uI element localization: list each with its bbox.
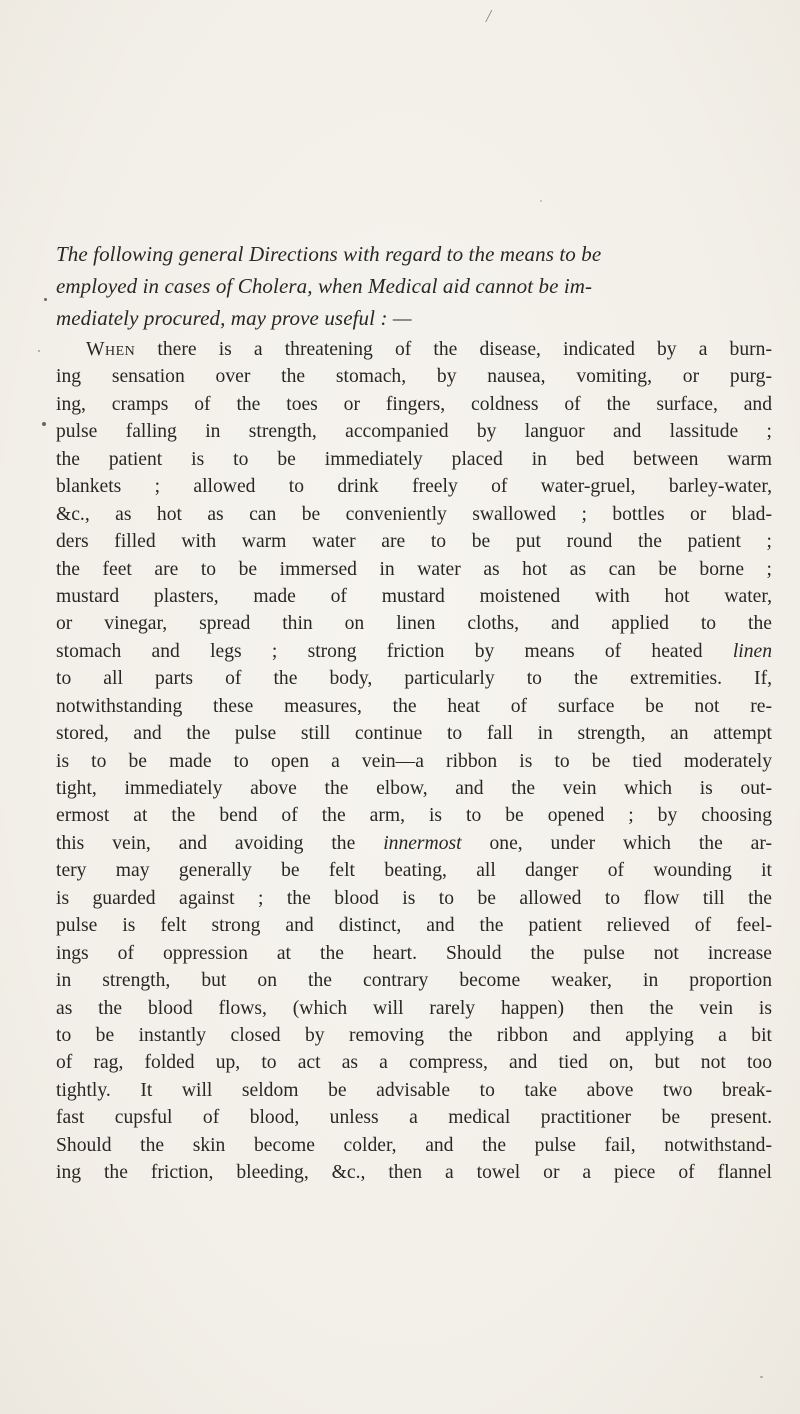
text-line: is guarded against ; the blood is to be allowed to flow till the bbox=[56, 887, 772, 909]
text-line: or vinegar, spread thin on linen cloths, and applied to the bbox=[56, 613, 772, 635]
paper-speck bbox=[540, 200, 542, 202]
text-line: &c., as hot as can be conveniently swallowed ; bottles or blad- bbox=[56, 503, 772, 525]
text-line: the patient is to be immediately placed in bed between warm bbox=[56, 448, 772, 470]
text-line: notwithstanding these measures, the heat of surface be not re- bbox=[56, 695, 772, 717]
text-line: stored, and the pulse still continue to fall in strength, an attempt bbox=[56, 723, 772, 745]
text-line: in strength, but on the contrary become weaker, in proportion bbox=[56, 970, 772, 992]
heading-line: employed in cases of Cholera, when Medical aid cannot be im- bbox=[56, 274, 593, 298]
text-line: ing the friction, bleeding, &c., then a towel or a piece of flannel bbox=[56, 1162, 772, 1184]
text-line: tery may generally be felt beating, all danger of wounding it bbox=[56, 860, 772, 882]
text-line: ing sensation over the stomach, by nausea, vomiting, or purg- bbox=[56, 366, 772, 388]
text-line: ing, cramps of the toes or fingers, coldness of the surface, and bbox=[56, 393, 772, 415]
text-line: When there is a threatening of the disease, indicated by a burn- bbox=[86, 339, 772, 360]
paper-speck bbox=[760, 1376, 763, 1378]
text-line: pulse is felt strong and distinct, and the patient relieved of feel- bbox=[56, 915, 772, 937]
text-line: ings of oppression at the heart. Should the pulse not increase bbox=[56, 942, 772, 964]
text-line: as the blood flows, (which will rarely happen) then the vein is bbox=[56, 997, 772, 1019]
text-line: pulse falling in strength, accompanied by languor and lassitude ; bbox=[56, 421, 772, 443]
text-line: Should the skin become colder, and the pulse fail, notwithstand- bbox=[56, 1134, 772, 1156]
text-line: is to be made to open a vein—a ribbon is to be tied moderately bbox=[56, 750, 772, 772]
text-line: blankets ; allowed to drink freely of water-gruel, barley-water, bbox=[56, 476, 772, 498]
italic-word: linen bbox=[732, 640, 772, 662]
text-line: of rag, folded up, to act as a compress, and tied on, but not too bbox=[56, 1052, 772, 1074]
text-line: mustard plasters, made of mustard moistened with hot water, bbox=[56, 585, 772, 607]
text-line: the feet are to be immersed in water as hot as can be borne ; bbox=[56, 558, 772, 580]
text-line: to all parts of the body, particularly to the extremities. If, bbox=[56, 668, 772, 690]
text-line: stomach and legs ; strong friction by means of heated linen bbox=[56, 640, 772, 662]
text-line: to be instantly closed by removing the ribbon and applying a bit bbox=[56, 1024, 772, 1046]
dropcap-word: When bbox=[86, 339, 136, 360]
paper-speck bbox=[44, 298, 47, 301]
text-line: fast cupsful of blood, unless a medical practitioner be present. bbox=[56, 1107, 772, 1129]
heading-line: mediately procured, may prove useful : — bbox=[56, 306, 412, 330]
text-line: ermost at the bend of the arm, is to be opened ; by choosing bbox=[56, 805, 772, 827]
heading bbox=[56, 238, 772, 334]
paper-speck bbox=[38, 350, 40, 352]
text-line: this vein, and avoiding the innermost one, under which the ar- bbox=[56, 832, 773, 854]
body-paragraph bbox=[56, 336, 772, 1187]
heading-line: The following general Directions with regard to the means to be bbox=[56, 242, 602, 266]
paper-speck bbox=[42, 422, 46, 426]
text-line: tightly. It will seldom be advisable to take above two break- bbox=[56, 1079, 772, 1101]
page-mark: / bbox=[486, 6, 492, 26]
text-line: ders filled with warm water are to be put round the patient ; bbox=[56, 531, 772, 553]
italic-word: innermost bbox=[383, 832, 462, 854]
text-line: tight, immediately above the elbow, and the vein which is out- bbox=[56, 778, 772, 799]
